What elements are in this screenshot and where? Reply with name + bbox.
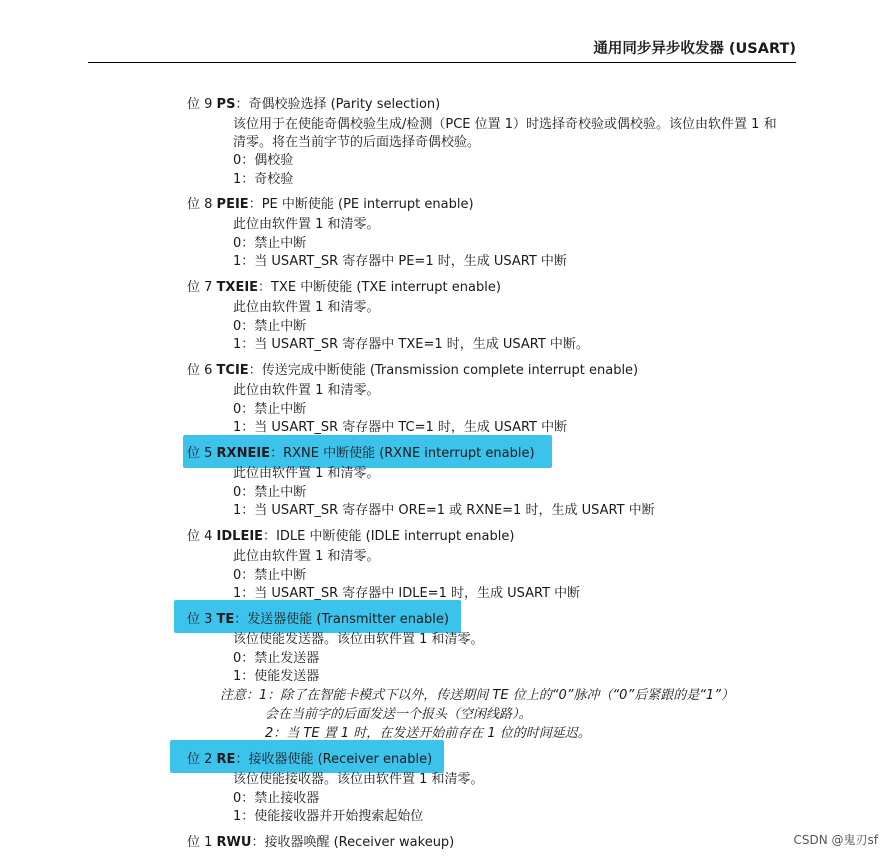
bit9-desc-line1: 该位用于在使能奇偶校验生成/检测（PCE 位置 1）时选择奇校验或偶校验。该位由软件置 1 和 <box>233 117 777 132</box>
note-line2: 会在当前字的后面发送一个报头（空闲线路）。 <box>265 707 532 722</box>
bit5-value0: 0：禁止中断 <box>233 485 307 500</box>
bit3-heading: 位 3 TE：发送器使能 (Transmitter enable) <box>187 612 449 627</box>
bit8-desc: 此位由软件置 1 和清零。 <box>233 217 380 232</box>
page-header-title: 通用同步异步收发器 (USART) <box>593 41 796 57</box>
bit7-value1: 1：当 USART_SR 寄存器中 TXE=1 时，生成 USART 中断。 <box>233 337 589 352</box>
bit6-desc: 此位由软件置 1 和清零。 <box>233 383 380 398</box>
bit2-value0: 0：禁止接收器 <box>233 791 320 806</box>
bit8-value0: 0：禁止中断 <box>233 236 307 251</box>
bit4-desc: 此位由软件置 1 和清零。 <box>233 549 380 564</box>
bit4-value0: 0：禁止中断 <box>233 568 307 583</box>
bit6-heading: 位 6 TCIE：传送完成中断使能 (Transmission complete interrupt enable) <box>187 363 639 378</box>
note-line3: 2：当 TE 置 1 时，在发送开始前存在 1 位的时间延迟。 <box>265 726 591 741</box>
bit4-value1: 1：当 USART_SR 寄存器中 IDLE=1 时，生成 USART 中断 <box>233 586 581 601</box>
bit5-desc: 此位由软件置 1 和清零。 <box>233 466 380 481</box>
bit5-heading: 位 5 RXNEIE：RXNE 中断使能 (RXNE interrupt enable) <box>187 446 535 461</box>
bit7-heading: 位 7 TXEIE：TXE 中断使能 (TXE interrupt enable) <box>187 280 501 295</box>
bit2-value1: 1：使能接收器并开始搜索起始位 <box>233 809 424 824</box>
bit7-value0: 0：禁止中断 <box>233 319 307 334</box>
bit9-heading: 位 9 PS：奇偶校验选择 (Parity selection) <box>187 97 441 112</box>
bit4-heading: 位 4 IDLEIE：IDLE 中断使能 (IDLE interrupt enable) <box>187 529 515 544</box>
bit3-desc: 该位使能发送器。该位由软件置 1 和清零。 <box>233 632 484 647</box>
bit5-value1: 1：当 USART_SR 寄存器中 ORE=1 或 RXNE=1 时，生成 USART 中断 <box>233 503 655 518</box>
bit9-desc-line2: 清零。将在当前字节的后面选择奇偶校验。 <box>233 135 481 150</box>
bit6-value0: 0：禁止中断 <box>233 402 307 417</box>
bit2-heading: 位 2 RE：接收器使能 (Receiver enable) <box>187 752 433 767</box>
note-line1: 注意：1：除了在智能卡模式下以外，传送期间 TE 位上的“0”脉冲（“0”后紧跟的是“1”） <box>220 688 734 703</box>
bit1-heading: 位 1 RWU：接收器唤醒 (Receiver wakeup) <box>187 835 455 850</box>
bit9-value0: 0：偶校验 <box>233 153 294 168</box>
bit9-value1: 1：奇校验 <box>233 172 294 187</box>
bit8-value1: 1：当 USART_SR 寄存器中 PE=1 时，生成 USART 中断 <box>233 254 567 269</box>
bit2-desc: 该位使能接收器。该位由软件置 1 和清零。 <box>233 772 484 787</box>
bit3-value1: 1：使能发送器 <box>233 669 320 684</box>
bit3-value0: 0：禁止发送器 <box>233 651 320 666</box>
header-rule <box>88 62 796 63</box>
csdn-watermark: CSDN @鬼刃sf <box>793 833 878 847</box>
bit7-desc: 此位由软件置 1 和清零。 <box>233 300 380 315</box>
bit6-value1: 1：当 USART_SR 寄存器中 TC=1 时，生成 USART 中断 <box>233 420 568 435</box>
bit8-heading: 位 8 PEIE：PE 中断使能 (PE interrupt enable) <box>187 197 474 212</box>
